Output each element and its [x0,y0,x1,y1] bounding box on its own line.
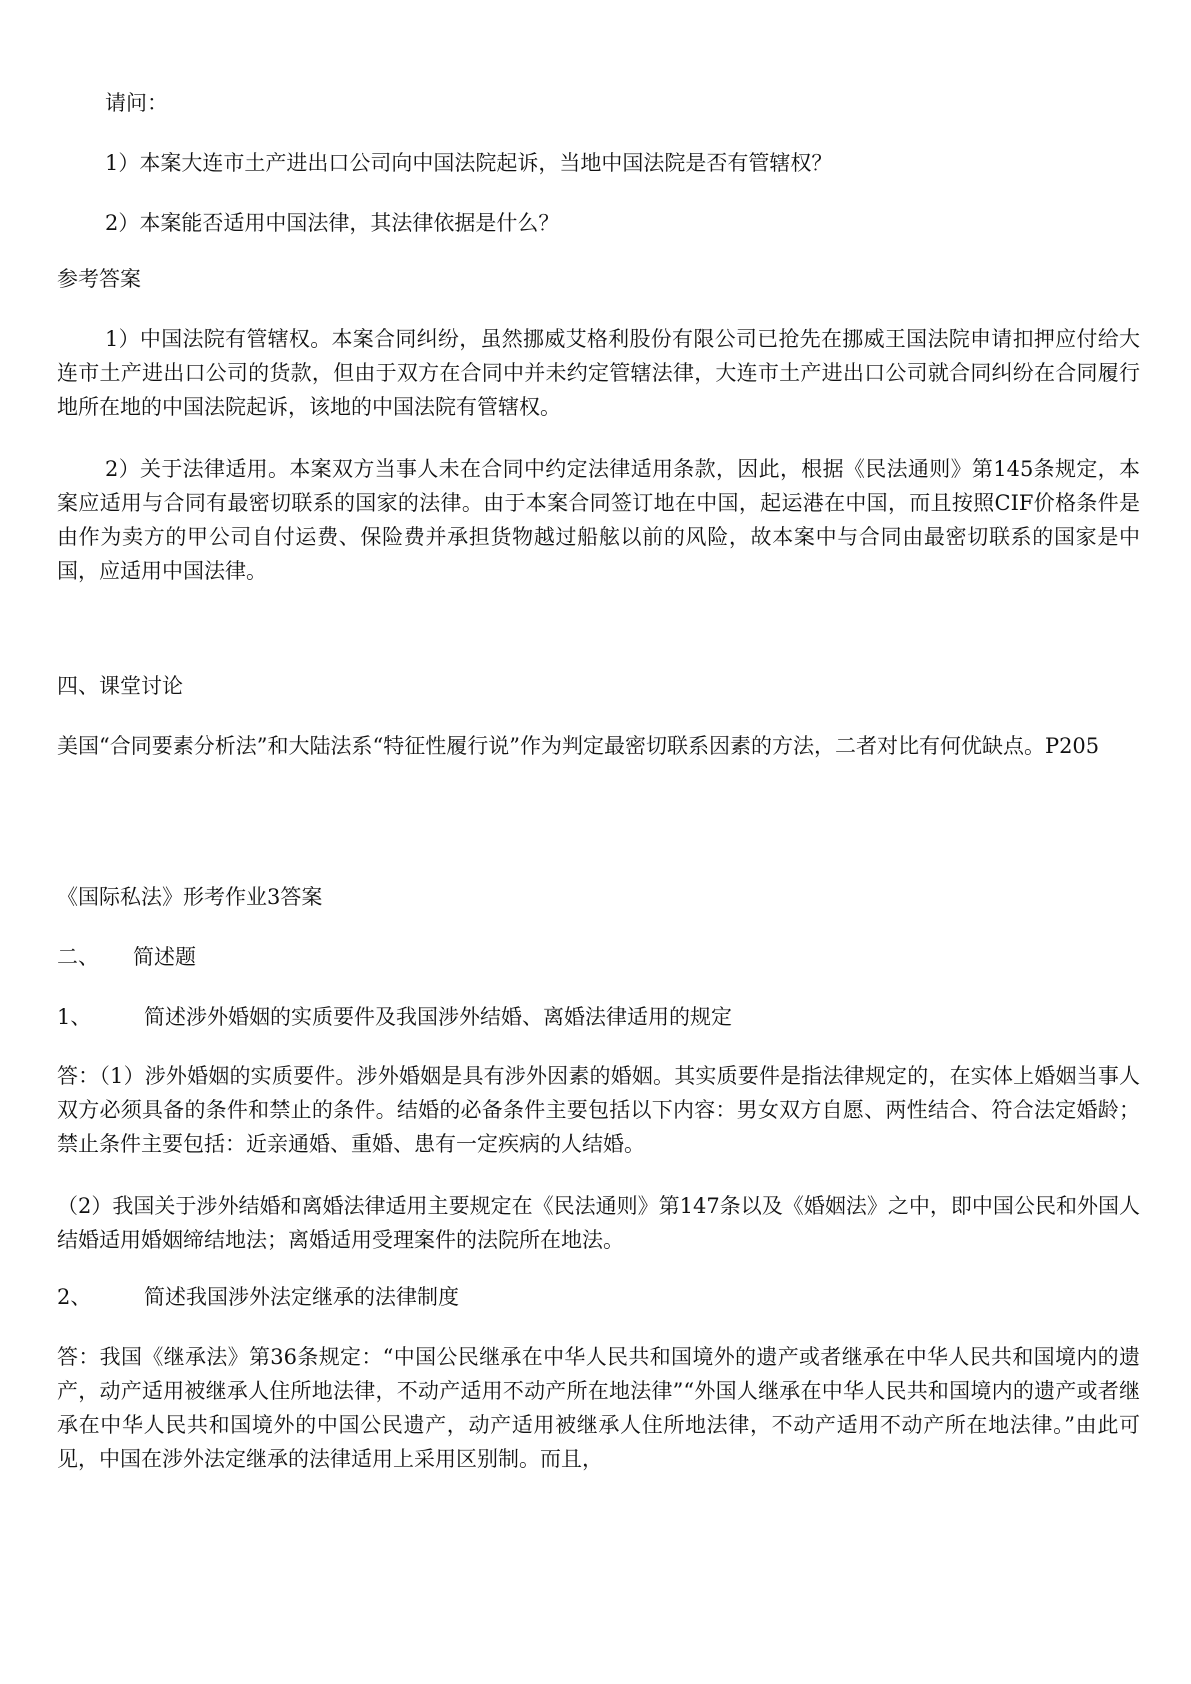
section-title: 简述题 [133,945,196,969]
item-1-heading [57,1000,732,1034]
discussion-heading: 四、课堂讨论 [57,674,183,698]
item-1-number: 1、 [57,1005,92,1029]
discussion-text: 美国“合同要素分析法”和大陆法系“特征性履行说”作为判定最密切联系因素的方法，二者对比有何优缺点。P205 [57,734,1100,758]
item-2-heading [57,1280,459,1314]
answer-1: 1）中国法院有管辖权。本案合同纠纷，虽然挪威艾格利股份有限公司已抢先在挪威王国法院申请扣押应付给大连市土产进出口公司的货款，但由于双方在合同中并未约定管辖法律，大连市土产进出口公司就合同纠纷在合同履行地所在地的中国法院起诉，该地的中国法院有管辖权。 [57,327,1140,419]
item-2-title: 简述我国涉外法定继承的法律制度 [144,1285,459,1309]
question-intro: 请问： [105,91,168,115]
item-2-number: 2、 [57,1285,92,1309]
item-1-answer-part-2: （2）我国关于涉外结婚和离婚法律适用主要规定在《民法通则》第147条以及《婚姻法》之中，即中国公民和外国人结婚适用婚姻缔结地法；离婚适用受理案件的法院所在地法。 [57,1194,1140,1252]
question-2: 2）本案能否适用中国法律，其法律依据是什么？ [105,211,560,235]
answer-2: 2）关于法律适用。本案双方当事人未在合同中约定法律适用条款，因此，根据《民法通则》第145条规定，本案应适用与合同有最密切联系的国家的法律。由于本案合同签订地在中国，起运港在中国，而且按照CIF价格条件是由作为卖方的甲公司自付运费、保险费并承担货物越过船舷以前的风险，故本案中与合同由最密切联系的国家是中国，应适用中国法律。 [57,457,1140,583]
item-1-answer-part-1: 答：（1）涉外婚姻的实质要件。涉外婚姻是具有涉外因素的婚姻。其实质要件是指法律规定的，在实体上婚姻当事人双方必须具备的条件和禁止的条件。结婚的必备条件主要包括以下内容：男女双方自愿、两性结合、符合法定婚龄；禁止条件主要包括：近亲通婚、重婚、患有一定疾病的人结婚。 [57,1064,1140,1156]
homework-title: 《国际私法》形考作业3答案 [57,885,323,909]
answer-heading: 参考答案 [57,267,141,291]
item-1-title: 简述涉外婚姻的实质要件及我国涉外结婚、离婚法律适用的规定 [144,1005,732,1029]
section-heading [57,940,196,974]
question-1: 1）本案大连市土产进出口公司向中国法院起诉，当地中国法院是否有管辖权？ [105,151,833,175]
item-2-answer: 答：我国《继承法》第36条规定：“中国公民继承在中华人民共和国境外的遗产或者继承在中华人民共和国境内的遗产，动产适用被继承人住所地法律，不动产适用不动产所在地法律”“外国人继承在中华人民共和国境内的遗产或者继承在中华人民共和国境外的中国公民遗产，动产适用被继承人住所地法律，不动产适用不动产所在地法律。”由此可见，中国在涉外法定继承的法律适用上采用区别制。而且， [57,1345,1140,1471]
section-number: 二、 [57,945,99,969]
